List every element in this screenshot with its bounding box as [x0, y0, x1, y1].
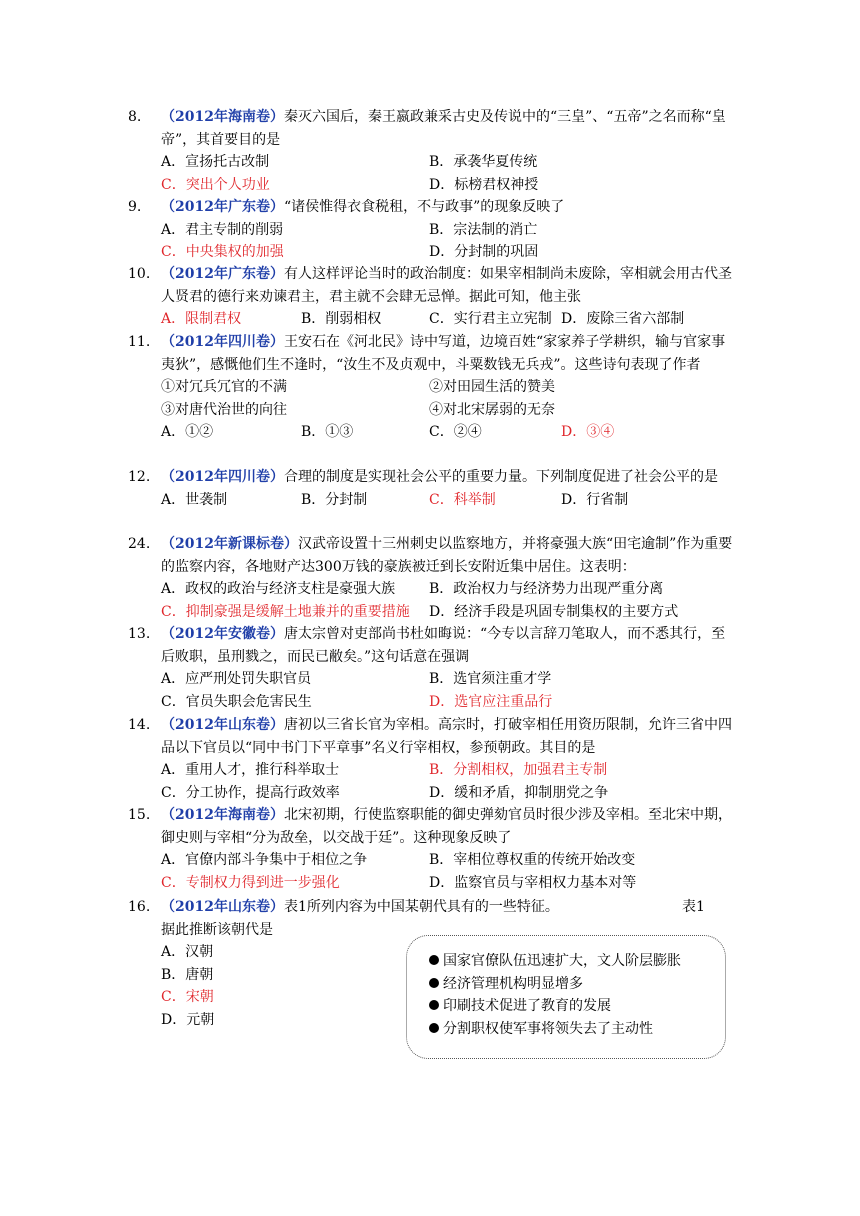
question-stem — [161, 331, 738, 376]
option-d-answer: D．③④ — [561, 424, 615, 440]
question-source: （2012年安徽卷） — [161, 626, 284, 642]
question-stem — [161, 623, 738, 668]
option-b: B．选官须注重才学 — [429, 671, 552, 687]
option-b: B．分封制 — [301, 491, 368, 508]
option-c-answer: C．中央集权的加强 — [161, 244, 284, 260]
option-c-answer: C．宋朝 — [161, 989, 214, 1005]
question-source: （2012年四川卷） — [161, 334, 284, 350]
statement-1: ①对冗兵冗官的不满 — [161, 379, 287, 395]
option-d: D．经济手段是巩固专制集权的主要方式 — [429, 603, 679, 620]
question-stem — [161, 263, 738, 308]
question-text: 王安石在《河北民》诗中写道，边境百姓“家家养子学耕织，输与官家事夷狄”，感慨他们生不逢时，“汝生不及贞观中，斗粟数钱无兵戎”。这些诗句表现了作者 — [161, 334, 726, 373]
question-number: 24. — [128, 536, 151, 552]
question-stem-continued: 据此推断该朝代是 — [161, 921, 273, 938]
option-b: B．唐朝 — [161, 966, 214, 983]
option-d: D．废除三省六部制 — [561, 311, 685, 327]
option-d: D．缓和矛盾，抑制朋党之争 — [429, 784, 609, 801]
table-item — [429, 950, 725, 973]
question-8 — [128, 106, 738, 196]
statement-3: ③对唐代治世的向往 — [161, 401, 287, 418]
question-source: （2012年新课标卷） — [161, 536, 298, 552]
option-a: A．重用人才，推行科举取士 — [161, 762, 340, 778]
question-text: 合理的制度是实现社会公平的重要力量。下列制度促进了社会公平的是 — [283, 469, 718, 485]
bullet-icon — [429, 1023, 439, 1033]
question-14 — [128, 714, 738, 804]
option-b: B．政治权力与经济势力出现严重分离 — [429, 581, 664, 597]
option-d: D．元朝 — [161, 1011, 215, 1028]
question-number: 8. — [128, 109, 142, 125]
option-b: B．宗法制的消亡 — [429, 221, 538, 238]
option-a: A．应严刑处罚失职官员 — [161, 671, 312, 687]
question-number: 12. — [128, 469, 151, 485]
option-c-answer: C．抑制豪强是缓解土地兼并的重要措施 — [161, 603, 410, 620]
question-text: “诸侯惟得衣食税租，不与政事”的现象反映了 — [283, 199, 565, 215]
table-item — [429, 995, 725, 1018]
table-item-text: 印刷技术促进了教育的发展 — [443, 998, 611, 1014]
question-number: 16. — [128, 899, 151, 915]
question-stem — [161, 466, 738, 489]
feature-table-box — [406, 935, 726, 1059]
option-d: D．监察官员与宰相权力基本对等 — [429, 874, 637, 891]
question-13 — [128, 623, 738, 713]
option-c-answer: C．突出个人功业 — [161, 176, 270, 193]
option-b: B．宰相位尊权重的传统开始改变 — [429, 852, 636, 868]
option-a-answer: A．限制君权 — [161, 311, 242, 327]
statement-2: ②对田园生活的赞美 — [429, 379, 555, 395]
table-item-text: 经济管理机构明显增多 — [443, 975, 583, 992]
question-24 — [128, 533, 738, 623]
statement-4: ④对北宋孱弱的无奈 — [429, 401, 555, 418]
question-number: 13. — [128, 626, 151, 642]
option-c: C．分工协作，提高行政效率 — [161, 784, 340, 801]
question-text: 秦灭六国后，秦王嬴政兼采古史及传说中的“三皇”、“五帝”之名而称“皇帝”，其首要目的是 — [161, 109, 726, 148]
option-d: D．行省制 — [561, 491, 629, 508]
option-c: C．②④ — [429, 424, 482, 440]
question-10 — [128, 263, 738, 331]
option-c-answer: C．专制权力得到进一步强化 — [161, 874, 340, 891]
option-a: A．官僚内部斗争集中于相位之争 — [161, 852, 368, 868]
question-text: 唐初以三省长官为宰相。高宗时，打破宰相任用资历限制，允许三省中四品以下官员以“同中书门下平章事”名义行宰相权，参预朝政。其目的是 — [161, 717, 732, 756]
question-number: 15. — [128, 807, 151, 823]
option-b: B．①③ — [301, 424, 354, 440]
question-text: 唐太宗曾对吏部尚书杜如晦说：“今专以言辞刀笔取人，而不悉其行，至后败职，虽刑戮之，而民已敝矣。”这句话意在强调 — [161, 626, 726, 665]
question-stem — [161, 896, 668, 919]
bullet-icon — [429, 955, 439, 965]
question-source: （2012年海南卷） — [161, 807, 284, 823]
question-number: 10. — [128, 266, 151, 282]
question-text: 北宋初期，行使监察职能的御史弹劾官员时很少涉及宰相。至北宋中期，御史则与宰相“分为敌垒，以交战于廷”。这种现象反映了 — [161, 807, 732, 846]
option-a: A．世袭制 — [161, 491, 228, 508]
option-b-answer: B．分割相权，加强君主专制 — [429, 762, 608, 778]
question-11 — [128, 331, 738, 444]
option-d: D．标榜君权神授 — [429, 176, 539, 193]
question-source: （2012年广东卷） — [161, 266, 284, 282]
option-a: A．君主专制的削弱 — [161, 221, 284, 238]
question-number: 11. — [128, 334, 151, 350]
option-a: A．汉朝 — [161, 944, 214, 960]
question-source: （2012年四川卷） — [161, 469, 284, 485]
table-item — [429, 973, 725, 996]
table-item-text: 分割职权使军事将领失去了主动性 — [443, 1020, 653, 1037]
option-a: A．政权的政治与经济支柱是豪强大族 — [161, 581, 396, 597]
question-source: （2012年山东卷） — [161, 717, 284, 733]
question-9 — [128, 196, 738, 264]
question-text: 表1所列内容为中国某朝代具有的一些特征。 — [283, 899, 559, 915]
question-stem — [161, 804, 738, 849]
table-label: 表1 — [682, 899, 705, 915]
question-text: 有人这样评论当时的政治制度：如果宰相制尚未废除，宰相就会用古代圣人贤君的德行来劝谏君主，君主就不会肆无忌惮。据此可知，他主张 — [161, 266, 732, 305]
option-c: C．实行君主立宪制 — [429, 311, 552, 327]
question-stem — [161, 106, 738, 151]
option-b: B．削弱相权 — [301, 311, 382, 327]
question-12 — [128, 466, 738, 511]
option-c-answer: C．科举制 — [429, 491, 496, 508]
option-a: A．①② — [161, 424, 214, 440]
bullet-icon — [429, 978, 439, 988]
option-a: A．宣扬托古改制 — [161, 154, 270, 170]
bullet-icon — [429, 1000, 439, 1010]
question-source: （2012年山东卷） — [161, 899, 284, 915]
question-stem — [161, 196, 738, 219]
question-text: 汉武帝设置十三州刺史以监察地方，并将豪强大族“田宅逾制”作为重要的监察内容，各地财产达300万钱的豪族被迁到长安附近集中居住。这表明： — [161, 536, 733, 575]
option-d-answer: D．选官应注重品行 — [429, 693, 553, 710]
question-number: 9. — [128, 199, 142, 215]
question-source: （2012年海南卷） — [161, 109, 284, 125]
question-15 — [128, 804, 738, 894]
option-c: C．官员失职会危害民生 — [161, 693, 312, 710]
question-number: 14. — [128, 717, 151, 733]
option-b: B．承袭华夏传统 — [429, 154, 538, 170]
table-item-text: 国家官僚队伍迅速扩大，文人阶层膨胀 — [443, 953, 681, 969]
question-stem — [161, 714, 738, 759]
table-item — [429, 1018, 725, 1041]
option-d: D．分封制的巩固 — [429, 244, 539, 260]
question-stem — [161, 533, 738, 578]
question-source: （2012年广东卷） — [161, 199, 284, 215]
